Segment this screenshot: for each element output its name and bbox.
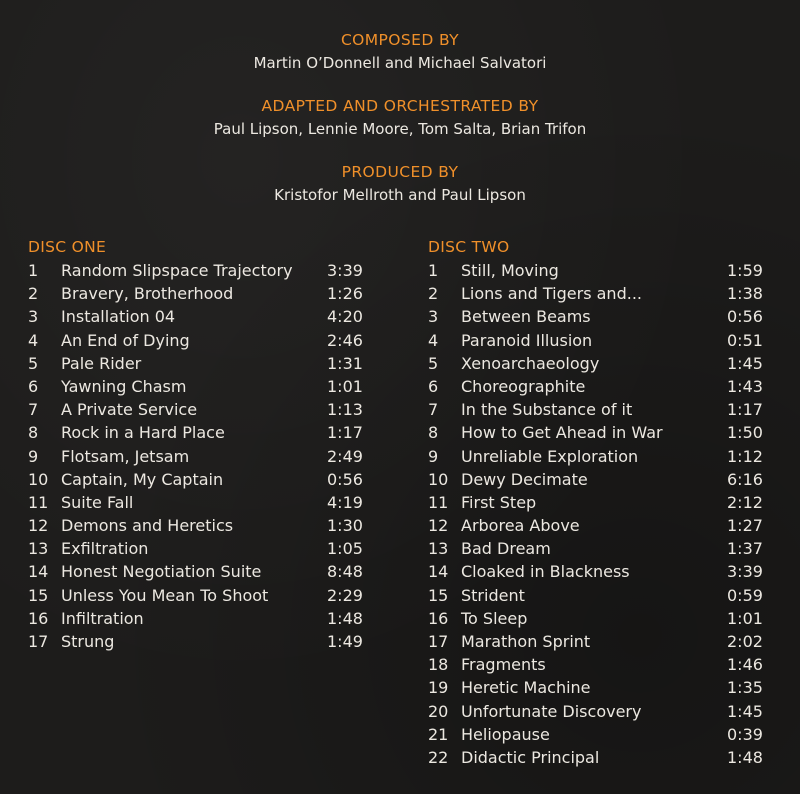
track-duration: 3:39 bbox=[327, 261, 363, 280]
track-title: How to Get Ahead in War bbox=[461, 423, 663, 443]
track-title: Fragments bbox=[461, 655, 546, 675]
track-row bbox=[28, 259, 388, 282]
track-title: Infiltration bbox=[61, 608, 144, 628]
track-title: Strident bbox=[461, 585, 525, 605]
track-duration: 1:17 bbox=[727, 400, 763, 420]
track-number: 13 bbox=[428, 539, 449, 559]
track-title: Still, Moving bbox=[461, 261, 559, 280]
track-duration: 1:01 bbox=[327, 376, 363, 396]
track-duration: 1:31 bbox=[327, 353, 363, 373]
track-title: Unreliable Exploration bbox=[461, 446, 639, 466]
track-duration: 2:46 bbox=[327, 330, 363, 350]
track-title: To Sleep bbox=[461, 608, 528, 628]
credit-adapted bbox=[0, 94, 800, 140]
track-number: 8 bbox=[428, 423, 439, 443]
track-row bbox=[28, 445, 388, 468]
track-title: Heliopause bbox=[461, 724, 550, 744]
track-number: 14 bbox=[428, 562, 449, 582]
track-title: Captain, My Captain bbox=[61, 469, 224, 489]
track-row bbox=[28, 282, 388, 305]
track-number: 6 bbox=[28, 376, 39, 396]
track-title: Strung bbox=[61, 632, 115, 651]
track-title: Suite Fall bbox=[61, 492, 134, 512]
track-row bbox=[428, 676, 788, 699]
track-number: 9 bbox=[28, 446, 39, 466]
track-row bbox=[28, 468, 388, 491]
track-duration: 1:50 bbox=[727, 423, 763, 443]
track-duration: 6:16 bbox=[727, 469, 763, 489]
track-title: Dewy Decimate bbox=[461, 469, 588, 489]
track-number: 20 bbox=[428, 701, 449, 721]
track-number: 21 bbox=[428, 724, 449, 744]
track-number: 14 bbox=[28, 562, 49, 582]
track-number: 1 bbox=[28, 261, 39, 280]
track-number: 10 bbox=[428, 469, 449, 489]
track-duration: 0:51 bbox=[727, 330, 763, 350]
track-title: Bad Dream bbox=[461, 539, 551, 559]
track-title: Between Beams bbox=[461, 307, 591, 327]
track-number: 1 bbox=[428, 261, 439, 280]
track-duration: 1:46 bbox=[727, 655, 763, 675]
track-row bbox=[428, 468, 788, 491]
track-title: In the Substance of it bbox=[461, 400, 633, 420]
track-number: 11 bbox=[28, 492, 49, 512]
track-duration: 1:37 bbox=[727, 539, 763, 559]
track-duration: 1:26 bbox=[327, 284, 363, 304]
track-row bbox=[28, 514, 388, 537]
track-title: Rock in a Hard Place bbox=[61, 423, 225, 443]
credit-composed bbox=[0, 28, 800, 74]
track-number: 7 bbox=[28, 400, 39, 420]
track-title: A Private Service bbox=[61, 400, 198, 420]
credit-heading: ADAPTED AND ORCHESTRATED BY bbox=[261, 97, 539, 115]
disc-two-tracklist bbox=[428, 236, 788, 769]
track-duration: 3:39 bbox=[727, 562, 763, 582]
track-row bbox=[28, 421, 388, 444]
track-number: 5 bbox=[28, 353, 39, 373]
disc-two-tracks bbox=[428, 259, 788, 769]
track-title: First Step bbox=[461, 492, 537, 512]
track-duration: 1:48 bbox=[727, 747, 763, 767]
track-number: 5 bbox=[428, 353, 439, 373]
track-number: 10 bbox=[28, 469, 49, 489]
track-number: 15 bbox=[28, 585, 49, 605]
track-title: Choreographite bbox=[461, 376, 586, 396]
track-row bbox=[428, 421, 788, 444]
track-duration: 1:17 bbox=[327, 423, 363, 443]
track-duration: 2:29 bbox=[327, 585, 363, 605]
track-title: Exfiltration bbox=[61, 539, 149, 559]
track-row bbox=[428, 723, 788, 746]
track-number: 9 bbox=[428, 446, 439, 466]
track-number: 4 bbox=[428, 330, 439, 350]
track-row bbox=[428, 398, 788, 421]
track-row bbox=[428, 630, 788, 653]
track-duration: 1:48 bbox=[327, 608, 363, 628]
track-duration: 4:19 bbox=[327, 492, 363, 512]
track-duration: 1:38 bbox=[727, 284, 763, 304]
track-duration: 0:56 bbox=[727, 307, 763, 327]
track-number: 17 bbox=[28, 632, 49, 651]
track-number: 6 bbox=[428, 376, 439, 396]
track-title: Lions and Tigers and... bbox=[461, 284, 642, 304]
track-number: 7 bbox=[428, 400, 439, 420]
track-title: Yawning Chasm bbox=[61, 376, 187, 396]
track-row bbox=[28, 375, 388, 398]
track-row bbox=[428, 329, 788, 352]
track-row bbox=[428, 653, 788, 676]
disc-two-heading: DISC TWO bbox=[428, 238, 510, 256]
track-row bbox=[428, 375, 788, 398]
track-row bbox=[428, 514, 788, 537]
track-title: Arborea Above bbox=[461, 516, 580, 536]
track-duration: 1:45 bbox=[727, 701, 763, 721]
track-duration: 0:56 bbox=[327, 469, 363, 489]
track-title: Bravery, Brotherhood bbox=[61, 284, 234, 304]
track-row bbox=[428, 746, 788, 769]
credit-names: Kristofor Mellroth and Paul Lipson bbox=[274, 186, 526, 204]
disc-one-tracks bbox=[28, 259, 388, 653]
credits-section bbox=[0, 28, 800, 226]
track-duration: 1:12 bbox=[727, 446, 763, 466]
track-title: Pale Rider bbox=[61, 353, 142, 373]
track-row bbox=[28, 329, 388, 352]
track-number: 12 bbox=[428, 516, 449, 536]
track-row bbox=[28, 630, 388, 653]
track-number: 18 bbox=[428, 655, 449, 675]
track-number: 19 bbox=[428, 678, 449, 698]
track-duration: 0:59 bbox=[727, 585, 763, 605]
track-title: Paranoid Illusion bbox=[461, 330, 593, 350]
track-row bbox=[28, 491, 388, 514]
credit-names: Martin O’Donnell and Michael Salvatori bbox=[253, 54, 547, 72]
track-duration: 0:39 bbox=[727, 724, 763, 744]
track-number: 16 bbox=[28, 608, 49, 628]
track-duration: 1:35 bbox=[727, 678, 763, 698]
track-number: 17 bbox=[428, 632, 449, 651]
track-title: Heretic Machine bbox=[461, 678, 591, 698]
track-row bbox=[28, 560, 388, 583]
track-row bbox=[428, 305, 788, 328]
track-title: Flotsam, Jetsam bbox=[61, 446, 190, 466]
track-row bbox=[428, 352, 788, 375]
track-duration: 2:12 bbox=[727, 492, 763, 512]
track-row bbox=[428, 259, 788, 282]
track-number: 3 bbox=[428, 307, 439, 327]
track-number: 15 bbox=[428, 585, 449, 605]
track-duration: 2:02 bbox=[727, 632, 763, 651]
track-title: An End of Dying bbox=[61, 330, 190, 350]
track-row bbox=[428, 537, 788, 560]
track-title: Xenoarchaeology bbox=[461, 353, 600, 373]
track-row bbox=[28, 607, 388, 630]
track-duration: 1:49 bbox=[327, 632, 363, 651]
track-number: 2 bbox=[28, 284, 39, 304]
track-title: Marathon Sprint bbox=[461, 632, 591, 651]
track-duration: 1:27 bbox=[727, 516, 763, 536]
track-title: Honest Negotiation Suite bbox=[61, 562, 262, 582]
track-duration: 1:30 bbox=[327, 516, 363, 536]
track-number: 22 bbox=[428, 747, 449, 767]
track-title: Unfortunate Discovery bbox=[461, 701, 642, 721]
track-row bbox=[28, 305, 388, 328]
track-row bbox=[428, 560, 788, 583]
track-duration: 1:13 bbox=[327, 400, 363, 420]
track-duration: 2:49 bbox=[327, 446, 363, 466]
track-number: 11 bbox=[428, 492, 449, 512]
track-duration: 8:48 bbox=[327, 562, 363, 582]
credit-heading: COMPOSED BY bbox=[340, 31, 460, 49]
track-number: 8 bbox=[28, 423, 39, 443]
track-number: 12 bbox=[28, 516, 49, 536]
track-number: 16 bbox=[428, 608, 449, 628]
track-row bbox=[428, 584, 788, 607]
track-row bbox=[28, 398, 388, 421]
credit-names: Paul Lipson, Lennie Moore, Tom Salta, Brian Trifon bbox=[213, 120, 587, 138]
track-duration: 1:05 bbox=[327, 539, 363, 559]
track-title: Didactic Principal bbox=[461, 747, 600, 767]
track-number: 2 bbox=[428, 284, 439, 304]
track-number: 13 bbox=[28, 539, 49, 559]
track-row bbox=[428, 700, 788, 723]
track-row bbox=[28, 537, 388, 560]
track-title: Unless You Mean To Shoot bbox=[61, 585, 269, 605]
track-duration: 1:59 bbox=[727, 261, 763, 280]
credit-heading: PRODUCED BY bbox=[341, 163, 459, 181]
track-duration: 1:45 bbox=[727, 353, 763, 373]
track-title: Demons and Heretics bbox=[61, 516, 234, 536]
track-duration: 4:20 bbox=[327, 307, 363, 327]
credit-produced bbox=[0, 160, 800, 206]
track-title: Random Slipspace Trajectory bbox=[61, 261, 293, 280]
track-row bbox=[428, 282, 788, 305]
track-title: Cloaked in Blackness bbox=[461, 562, 630, 582]
track-row bbox=[28, 584, 388, 607]
track-row bbox=[428, 607, 788, 630]
track-row bbox=[428, 445, 788, 468]
track-duration: 1:43 bbox=[727, 376, 763, 396]
track-row bbox=[28, 352, 388, 375]
disc-one-tracklist bbox=[28, 236, 388, 653]
disc-one-heading: DISC ONE bbox=[28, 238, 107, 256]
track-title: Installation 04 bbox=[61, 307, 176, 327]
track-duration: 1:01 bbox=[727, 608, 763, 628]
track-row bbox=[428, 491, 788, 514]
track-number: 3 bbox=[28, 307, 39, 327]
track-number: 4 bbox=[28, 330, 39, 350]
